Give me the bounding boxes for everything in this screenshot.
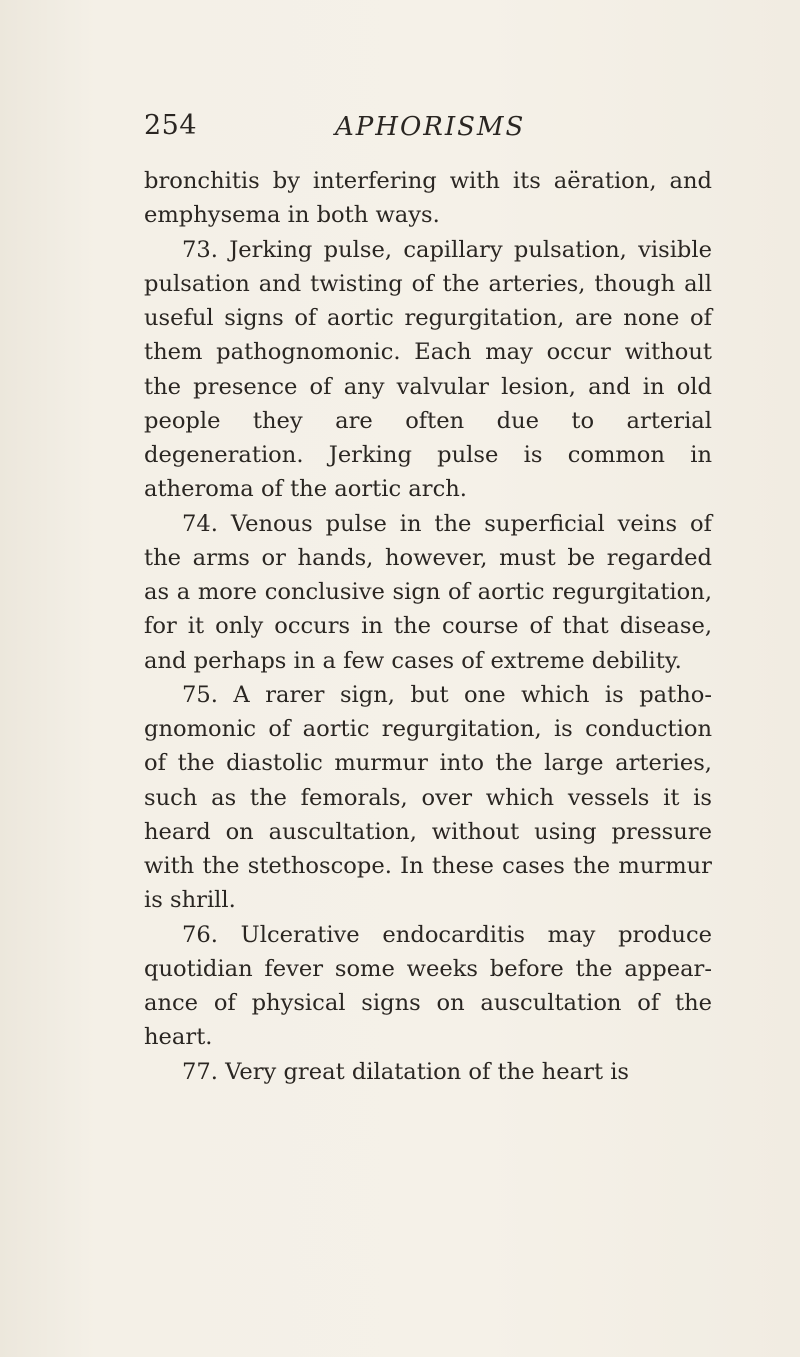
paragraph-75: 75. A rarer sign, but one which is patho- gnomonic of aortic regurgitation, is conduction of the diastolic murmur into the large arteries, such as the femorals, over which vessels it is heard on auscultation, without using pressure with the stethoscope. In these cases the murmur is shrill. bbox=[144, 681, 712, 914]
running-head: APHORISMS bbox=[335, 112, 526, 142]
paragraph-73: 73. Jerking pulse, capillary pulsation, visible pulsation and twisting of the arteries, though all useful signs of aortic regurgitation, are none of them pathognomonic. Each may occur without the presence of any valvular lesion, and in old people they are often due to arterial degeneration. Jerking pulse is common in atheroma of the aortic arch. bbox=[144, 236, 712, 503]
page-number: 254 bbox=[144, 110, 198, 141]
paragraph-continuation: bronchitis by interfering with its aëration, and emphysema in both ways. bbox=[144, 168, 712, 229]
paragraph-74: 74. Venous pulse in the superficial veins of the arms or hands, however, must be regarded as a more conclusive sign of aortic regurgitation, for it only occurs in the course of that disease, and perhaps in a few cases of extreme debility. bbox=[144, 510, 712, 674]
body-text bbox=[144, 164, 712, 1089]
page-header bbox=[0, 110, 800, 150]
paragraph-76: 76. Ulcerative endocarditis may produce quotidian fever some weeks before the appear- ance of physical signs on auscultation of the heart. bbox=[144, 921, 712, 1051]
paragraph-77: 77. Very great dilatation of the heart is bbox=[182, 1058, 630, 1085]
